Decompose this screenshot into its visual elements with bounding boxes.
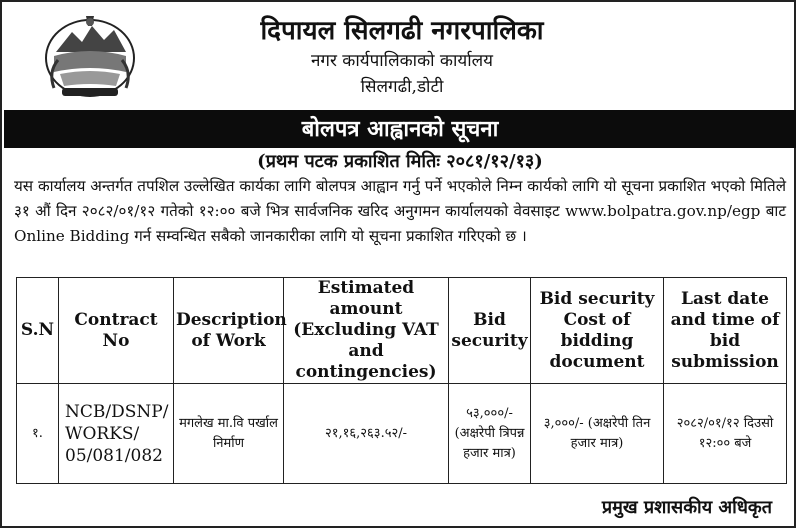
header-contract-no: Contract No xyxy=(59,278,174,384)
organization-name: दिपायल सिलगढी नगरपालिका xyxy=(260,16,544,46)
header-description: Description of Work xyxy=(174,278,284,384)
publication-date: (प्रथम पटक प्रकाशित मितिः २०८१/१२/१३) xyxy=(257,151,543,172)
cell-sn: १. xyxy=(17,384,59,484)
table-row xyxy=(17,384,787,484)
notice-title: बोलपत्र आह्वानको सूचना xyxy=(4,110,796,148)
government-emblem-icon xyxy=(42,12,138,100)
office-location: सिलगढी,डोटी xyxy=(360,77,444,97)
letterhead xyxy=(2,2,796,108)
cell-document-cost: ३,०००/- (अक्षरेपी तिन हजार मात्र) xyxy=(531,384,664,484)
cell-contract-no: NCB/DSNP/ WORKS/ 05/081/082 xyxy=(59,384,174,484)
header-last-date: Last date and time of bid submission xyxy=(664,278,787,384)
notice-body: यस कार्यालय अन्तर्गत तपशिल उल्लेखित कार्यका लागि बोलपत्र आह्वान गर्नु पर्ने भएकोले निम्न कार्यको लागि यो सूचना प्रकाशित भएको मितिले ३१ औं दिन २०८२/०१/१२ गतेको १२:०० बजे भित्र सार्वजनिक खरिद अनुगमन कार्यालयको वेवसाइट www.bolpatra.gov.np/egp बाट Online Bidding गर्न सम्वन्धित सबैको जानकारीका लागि यो सूचना प्रकाशित गरिएको छ । xyxy=(14,177,786,245)
header-document-cost: Bid security Cost of bidding document xyxy=(531,278,664,384)
cell-last-date: २०८२/०१/१२ दिउसो १२:०० बजे xyxy=(664,384,787,484)
cell-bid-security: ५३,०००/- (अक्षरेपी त्रिपन्न हजार मात्र) xyxy=(449,384,531,484)
cell-estimated-amount: २१,१६,२६३.५२/- xyxy=(284,384,449,484)
header-estimated-amount: Estimated amount (Excluding VAT and contingencies) xyxy=(284,278,449,384)
header-bid-security: Bid security xyxy=(449,278,531,384)
cell-description: मगलेख मा.वि पर्खाल निर्माण xyxy=(174,384,284,484)
table-header-row xyxy=(17,278,787,384)
header-sn: S.N xyxy=(17,278,59,384)
bid-table xyxy=(16,277,787,484)
office-name: नगर कार्यपालिकाको कार्यालय xyxy=(310,51,494,71)
signatory-title: प्रमुख प्रशासकीय अधिकृत xyxy=(601,497,772,518)
